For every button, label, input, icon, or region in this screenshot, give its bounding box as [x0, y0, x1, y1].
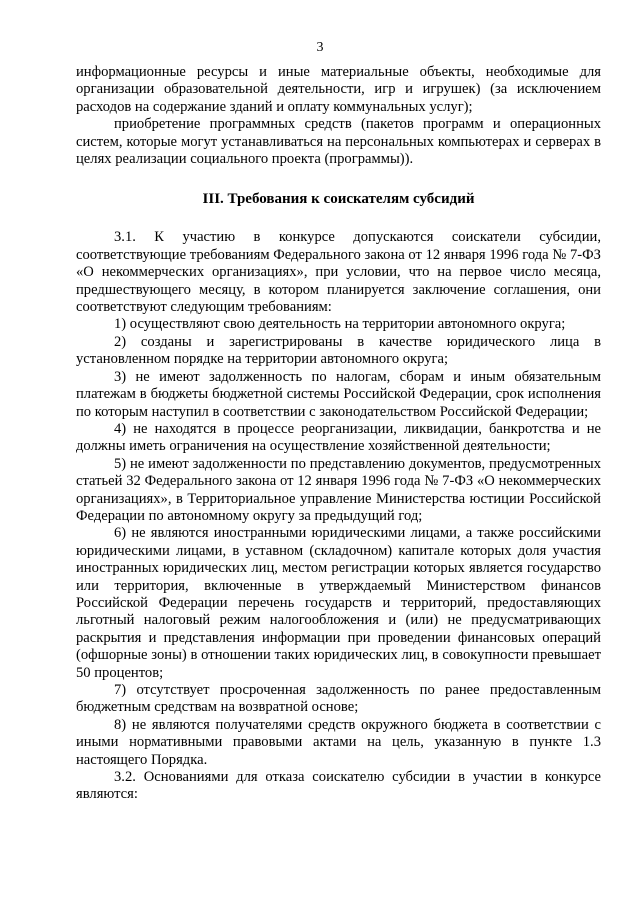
paragraph-3-2: 3.2. Основаниями для отказа соискателю субсидии в участии в конкурсе являются: — [76, 769, 601, 803]
page-number: 3 — [316, 40, 324, 55]
section-heading: III. Требования к соискателям субсидий — [202, 191, 475, 208]
paragraph-software: приобретение программных средств (пакетов программ и операционных систем, которые могут устанавливаться на персональных компьютерах и серверах в целях реализации социального проекта (программы)). — [76, 116, 601, 168]
requirement-item-6: 6) не являются иностранными юридическими лицами, а также российскими юридическими лицами, в уставном (складочном) капитале которых доля участия иностранных юридических лиц, местом регистрации которых является государство или территория, включенные в утверждаемый Министерством финансов Российской Федерации перечень государств и территорий, предоставляющих льготный налоговый режим налогообложения и (или) не предусматривающих раскрытия и представления информации при проведении финансовых операций (офшорные зоны) в отношении таких юридических лиц, в совокупности превышает 50 процентов; — [76, 525, 601, 681]
requirement-item-4: 4) не находятся в процессе реорганизации, ликвидации, банкротства и не должны иметь ограничения на осуществление хозяйственной деятельности; — [76, 420, 601, 455]
paragraph-continuation: информационные ресурсы и иные материальные объекты, необходимые для организации образовательной деятельности, игр и игрушек) (за исключением расходов на содержание зданий и оплату коммунальных услуг); — [76, 64, 601, 115]
requirement-item-2: 2) созданы и зарегистрированы в качестве юридического лица в установленном порядке на территории автономного округа; — [76, 333, 601, 368]
requirement-item-1: 1) осуществляют свою деятельность на территории автономного округа; — [114, 316, 566, 333]
requirement-item-7: 7) отсутствует просроченная задолженность по ранее предоставленным бюджетным средствам на возвратной основе; — [76, 682, 601, 716]
document-body — [76, 64, 601, 804]
requirement-item-8: 8) не являются получателями средств окружного бюджета в соответствии с иными нормативными правовыми актами на цель, указанную в пункте 1.3 настоящего Порядка. — [76, 716, 601, 768]
requirement-item-5: 5) не имеют задолженности по представлению документов, предусмотренных статьей 32 Федерального закона от 12 января 1996 года № 7-ФЗ «О некоммерческих организациях», в Территориальное управление Министерства юстиции Российской Федерации по автономному округу за предыдущий год; — [76, 455, 601, 524]
requirement-item-3: 3) не имеют задолженность по налогам, сборам и иным обязательным платежам в бюджеты бюджетной системы Российской Федерации, срок исполнения по которым наступил в соответствии с законодательством Российской Федерации; — [76, 368, 601, 420]
paragraph-3-1-intro: 3.1. К участию в конкурсе допускаются соискатели субсидии, соответствующие требованиям Федерального закона от 12 января 1996 года № 7-ФЗ «О некоммерческих организациях», при условии, что на первое число месяца, предшествующего месяцу, в котором планируется заключение соглашения, они соответствуют следующим требованиям: — [76, 229, 601, 316]
